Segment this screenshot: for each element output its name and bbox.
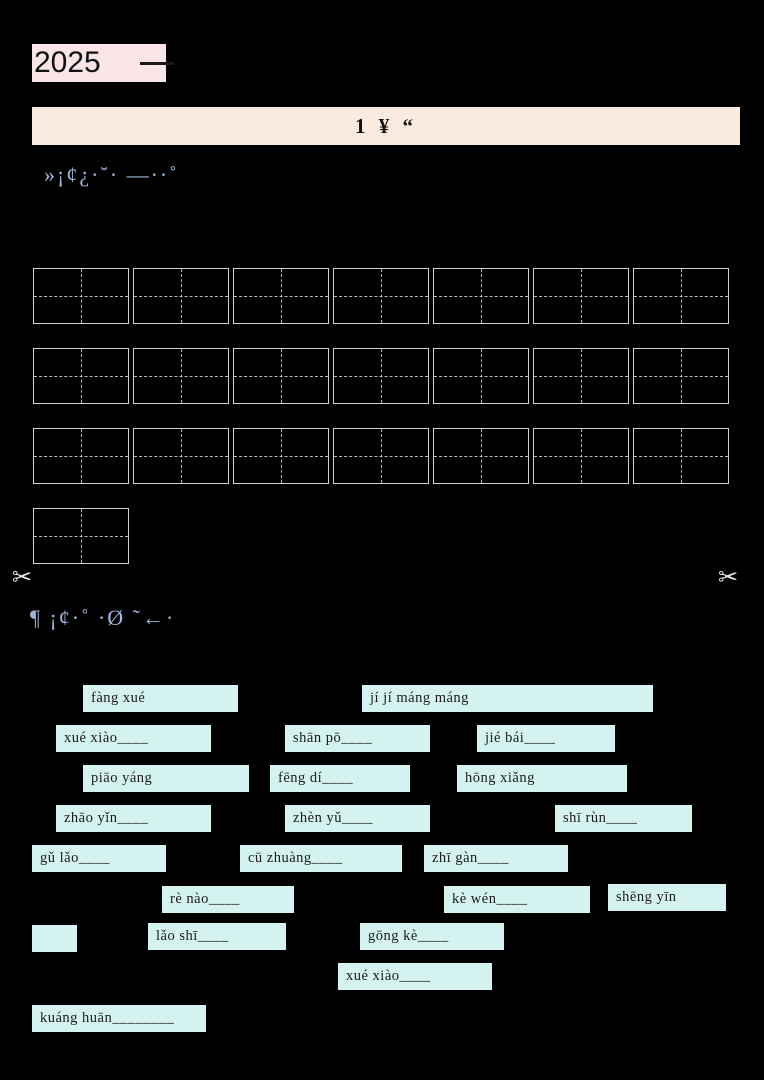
scissors-icon: ✂ xyxy=(718,564,739,591)
tian-zi-ge-cell xyxy=(33,428,129,484)
pinyin-word-box[interactable]: xué xiào____ xyxy=(338,963,492,990)
tian-zi-ge-cell xyxy=(133,428,229,484)
tian-zi-ge-cell xyxy=(633,348,729,404)
tian-zi-ge-cell xyxy=(533,428,629,484)
year-label: 2025 xyxy=(34,46,101,79)
pinyin-word-box[interactable]: gōng kè____ xyxy=(360,923,504,950)
page-title: 1 ¥ “ xyxy=(355,113,417,138)
pinyin-word-box[interactable]: shēng yīn xyxy=(608,884,726,911)
pinyin-word-box[interactable]: gǔ lǎo____ xyxy=(32,845,166,872)
practice-grid-row xyxy=(33,268,729,324)
pinyin-word-box[interactable]: rè nào____ xyxy=(162,886,294,913)
tian-zi-ge-cell xyxy=(433,268,529,324)
pinyin-word-box[interactable]: zhāo yǐn____ xyxy=(56,805,211,832)
pinyin-word-box[interactable]: kuáng huān________ xyxy=(32,1005,206,1032)
tian-zi-ge-cell xyxy=(233,348,329,404)
tian-zi-ge-cell xyxy=(133,348,229,404)
pinyin-word-box[interactable]: zhèn yǔ____ xyxy=(285,805,430,832)
tian-zi-ge-cell xyxy=(333,428,429,484)
pinyin-word-box[interactable]: fēng dí____ xyxy=(270,765,410,792)
year-underline-dash xyxy=(140,62,174,65)
tian-zi-ge-cell xyxy=(33,348,129,404)
tian-zi-ge-cell xyxy=(533,348,629,404)
practice-grid-row xyxy=(33,348,729,404)
tian-zi-ge-cell xyxy=(333,268,429,324)
pinyin-word-box[interactable]: zhī gàn____ xyxy=(424,845,568,872)
tian-zi-ge-cell xyxy=(133,268,229,324)
practice-grid-row xyxy=(33,508,129,564)
tian-zi-ge-cell xyxy=(633,268,729,324)
pinyin-word-box[interactable] xyxy=(32,925,77,952)
tian-zi-ge-cell xyxy=(333,348,429,404)
pinyin-word-box[interactable]: lǎo shī____ xyxy=(148,923,286,950)
section-heading-one: »¡¢¿·˘· —··˚ xyxy=(44,162,179,187)
tian-zi-ge-cell xyxy=(633,428,729,484)
pinyin-word-box[interactable]: shī rùn____ xyxy=(555,805,692,832)
title-banner xyxy=(32,107,740,145)
pinyin-word-box[interactable]: xué xiào____ xyxy=(56,725,211,752)
tian-zi-ge-cell xyxy=(533,268,629,324)
scissors-icon: ✂ xyxy=(12,564,33,591)
pinyin-word-box[interactable]: jí jí máng máng xyxy=(362,685,653,712)
pinyin-word-box[interactable]: jié bái____ xyxy=(477,725,615,752)
section-heading-two: ¶ ¡¢·˚ ·Ø ˜←· xyxy=(30,605,176,630)
tian-zi-ge-cell xyxy=(433,348,529,404)
pinyin-word-box[interactable]: shān pō____ xyxy=(285,725,430,752)
tian-zi-ge-cell xyxy=(233,268,329,324)
tian-zi-ge-cell xyxy=(33,268,129,324)
pinyin-word-box[interactable]: fàng xué xyxy=(83,685,238,712)
tian-zi-ge-cell xyxy=(33,508,129,564)
tian-zi-ge-cell xyxy=(433,428,529,484)
practice-grid-row xyxy=(33,428,729,484)
pinyin-word-box[interactable]: piāo yáng xyxy=(83,765,249,792)
pinyin-word-box[interactable]: hōng xiǎng xyxy=(457,765,627,792)
pinyin-word-box[interactable]: kè wén____ xyxy=(444,886,590,913)
pinyin-word-box[interactable]: cū zhuàng____ xyxy=(240,845,402,872)
tian-zi-ge-cell xyxy=(233,428,329,484)
